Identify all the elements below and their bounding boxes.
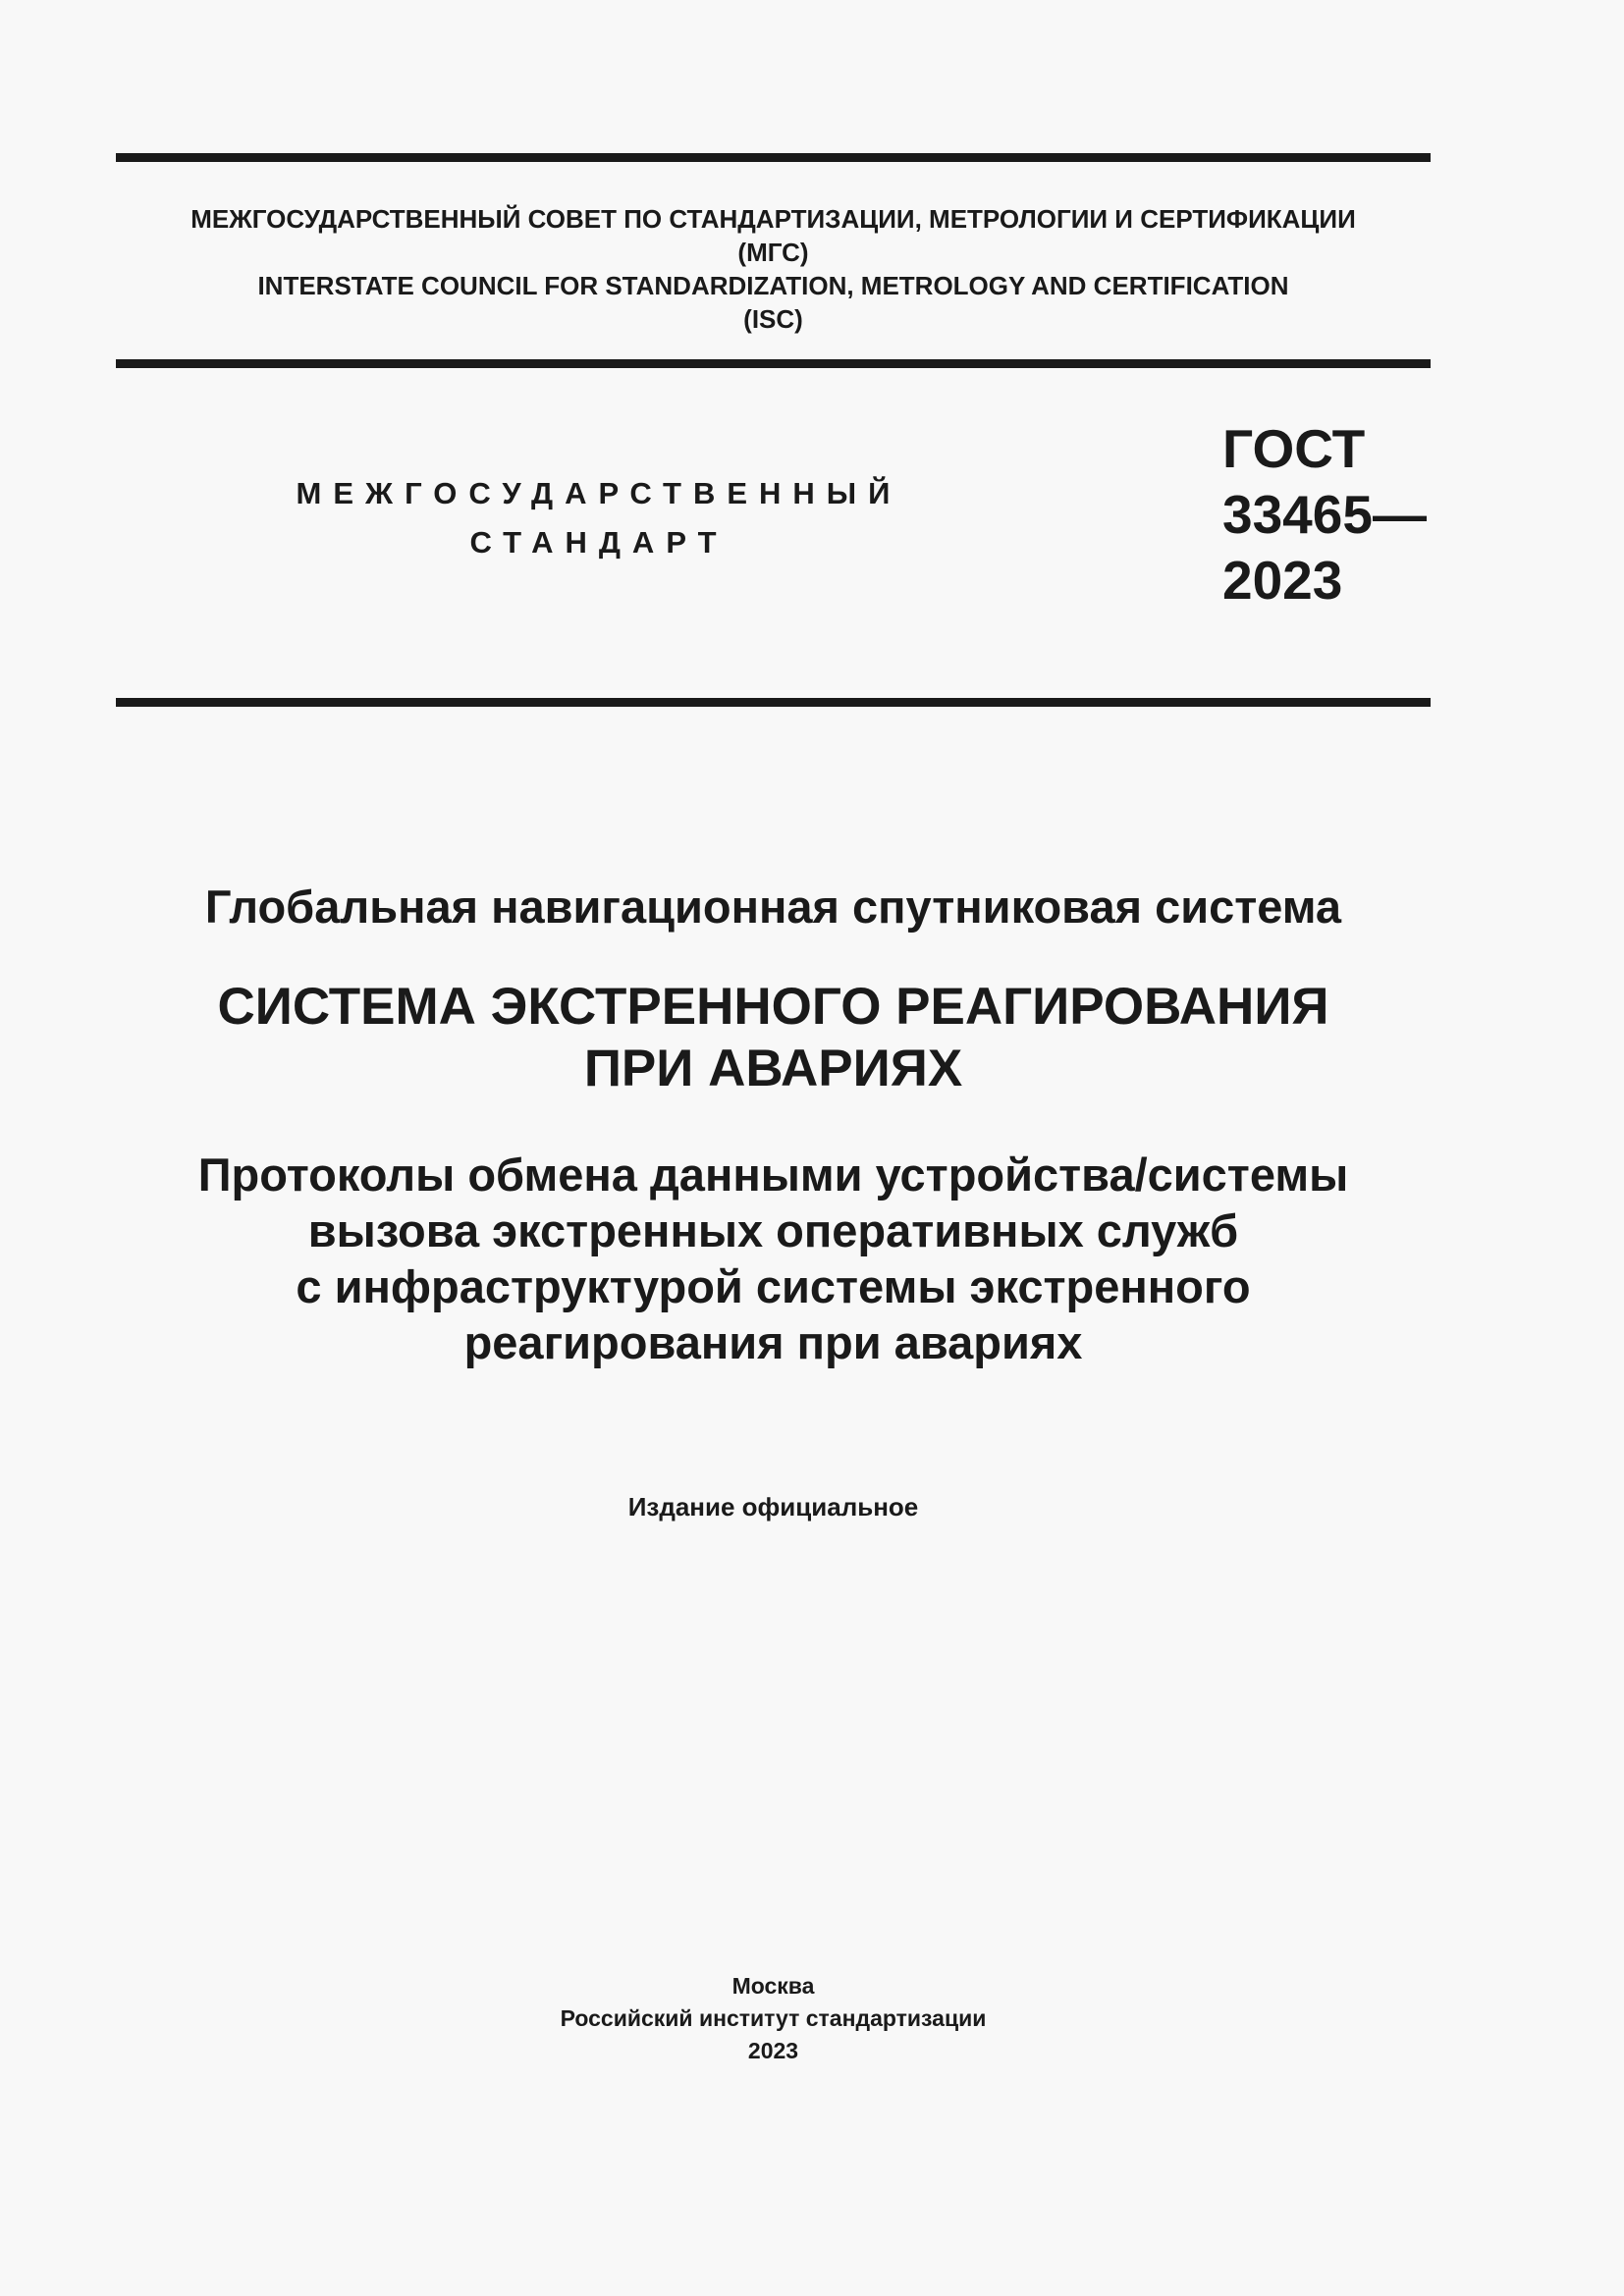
title-sub-line3: с инфраструктурой системы экстренного bbox=[296, 1260, 1251, 1312]
council-header bbox=[116, 202, 1431, 336]
title-main-line2: ПРИ АВАРИЯХ bbox=[583, 1040, 963, 1097]
title-sub-line4: реагирования при авариях bbox=[463, 1316, 1083, 1368]
title-main-line1: СИСТЕМА ЭКСТРЕННОГО РЕАГИРОВАНИЯ bbox=[217, 978, 1329, 1036]
title-general bbox=[116, 878, 1431, 936]
gost-designation bbox=[1222, 416, 1427, 614]
header-bottom-rule bbox=[116, 359, 1431, 368]
standard-type-line2: СТАНДАРТ bbox=[469, 525, 729, 560]
council-abbr-ru: (МГС) bbox=[737, 238, 809, 267]
publisher-block bbox=[116, 1970, 1431, 2067]
gost-label: ГОСТ bbox=[1222, 418, 1366, 479]
standard-type-line1: МЕЖГОСУДАРСТВЕННЫЙ bbox=[296, 476, 902, 510]
title-general-line: Глобальная навигационная спутниковая система bbox=[204, 881, 1342, 933]
title-sub-line2: вызова экстренных оперативных служб bbox=[307, 1204, 1239, 1256]
edition-note: Издание официальное bbox=[627, 1492, 919, 1522]
gost-year: 2023 bbox=[1222, 550, 1343, 611]
publisher-name: Российский институт стандартизации bbox=[560, 2005, 987, 2031]
standard-type bbox=[275, 469, 923, 567]
council-name-ru: МЕЖГОСУДАРСТВЕННЫЙ СОВЕТ ПО СТАНДАРТИЗАЦИИ, МЕТРОЛОГИИ И СЕРТИФИКАЦИИ bbox=[190, 204, 1356, 234]
designation-bottom-rule bbox=[116, 698, 1431, 707]
council-name-en: INTERSTATE COUNCIL FOR STANDARDIZATION, METROLOGY AND CERTIFICATION bbox=[257, 271, 1289, 300]
publisher-city: Москва bbox=[731, 1973, 815, 1999]
title-sub-line1: Протоколы обмена данными устройства/системы bbox=[197, 1148, 1349, 1201]
title-main bbox=[116, 976, 1431, 1099]
top-rule bbox=[116, 153, 1431, 162]
publication-year: 2023 bbox=[747, 2038, 799, 2063]
gost-number: 33465— bbox=[1222, 484, 1427, 545]
council-abbr-en: (ISC) bbox=[743, 304, 803, 334]
title-sub bbox=[116, 1147, 1431, 1370]
